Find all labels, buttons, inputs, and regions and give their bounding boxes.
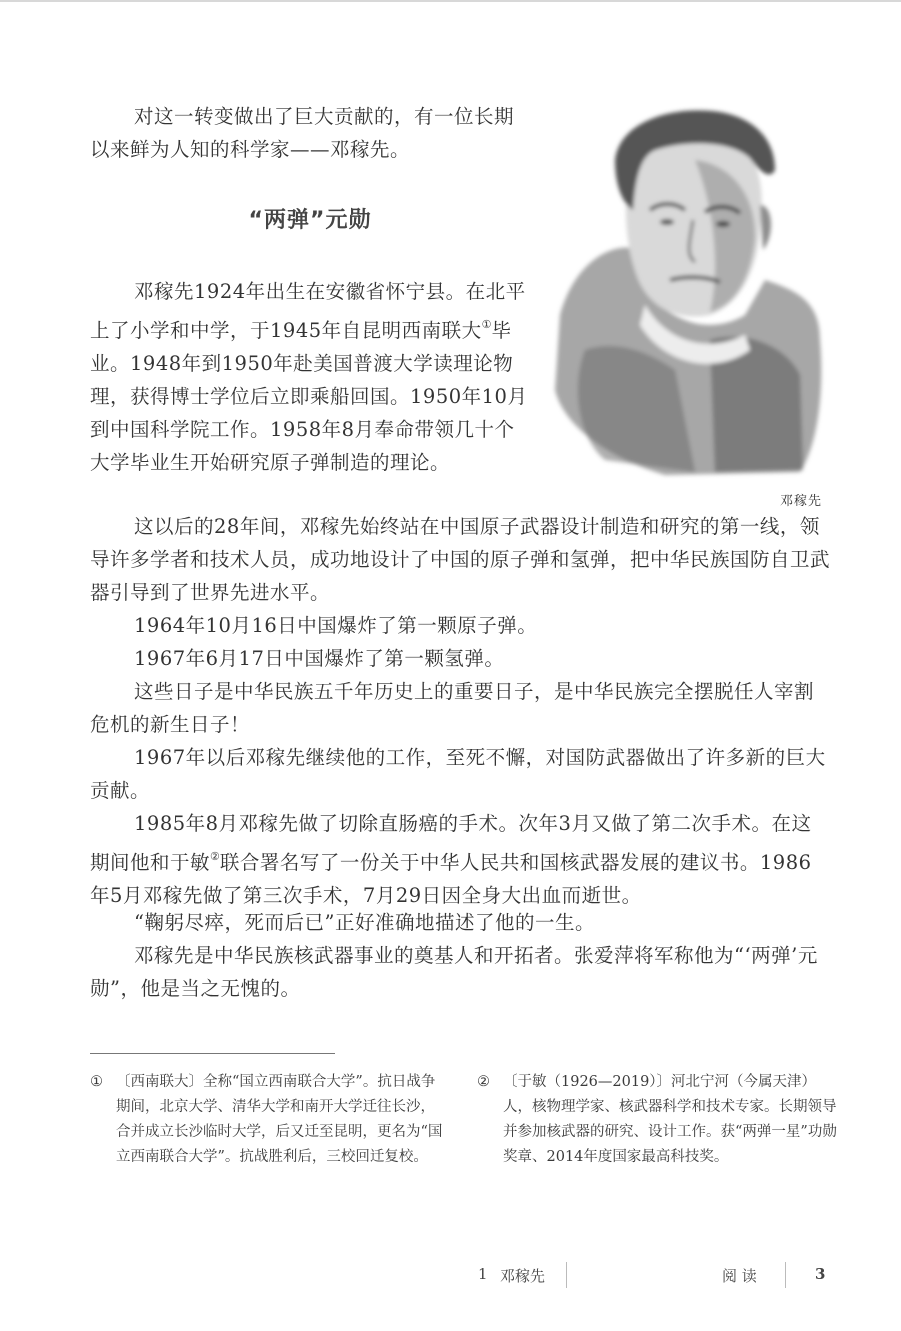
footnote-2 — [477, 1070, 837, 1170]
bio-paragraph — [90, 275, 530, 479]
intro-paragraph: 对这一转变做出了巨大贡献的，有一位长期以来鲜为人知的科学家——邓稼先。 — [90, 105, 515, 161]
section-title: “两弹”元勋 — [248, 208, 372, 233]
footnote-1-number: ① — [90, 1074, 103, 1090]
page-number: 3 — [815, 1265, 826, 1283]
footer-divider-left — [566, 1262, 567, 1288]
surgery-text-part1: 1985年8月邓稼先做了切除直肠癌的手术。次年3月又做了第二次手术。在这期间他和于敏 — [90, 812, 812, 874]
paragraph-founder: 邓稼先是中华民族核武器事业的奠基人和开拓者。张爱萍将军称他为“‘两弹’元勋”，他是当之无愧的。 — [90, 944, 818, 1000]
footnote-ref-1[interactable]: ① — [481, 318, 492, 331]
paragraph-after-1967: 1967年以后邓稼先继续他的工作，至死不懈，对国防武器做出了许多新的巨大贡献。 — [90, 746, 826, 802]
footnote-1-text: 〔西南联大〕全称“国立西南联合大学”。抗日战争期间，北京大学、清华大学和南开大学迁往长沙，合并成立长沙临时大学，后又迁至昆明，更名为“国立西南联合大学”。抗战胜利后，三校回迁复校。 — [116, 1074, 443, 1165]
portrait-caption: 邓稼先 — [780, 494, 823, 509]
paragraph-atomic-bomb-date: 1964年10月16日中国爆炸了第一颗原子弹。 — [134, 614, 538, 637]
paragraph-hydrogen-bomb-date: 1967年6月17日中国爆炸了第一颗氢弹。 — [134, 647, 505, 670]
footnote-2-text: 〔于敏（1926—2019）〕河北宁河（今属天津）人，核物理学家、核武器科学和技术专家。长期领导并参加核武器的研究、设计工作。获“两弹一星”功勋奖章、2014年度国家最高科技奖。 — [503, 1074, 837, 1165]
page-top-edge — [0, 0, 901, 2]
paragraph-surgery — [90, 807, 830, 912]
footnote-1 — [90, 1070, 445, 1170]
footnote-ref-2[interactable]: ② — [210, 850, 220, 863]
paragraph-28-years: 这以后的28年间，邓稼先始终站在中国原子武器设计制造和研究的第一线，领导许多学者和技术人员，成功地设计了中国的原子弹和氢弹，把中华民族国防自卫武器引导到了世界先进水平。 — [90, 515, 831, 604]
footer-section-label: 阅 读 — [722, 1267, 757, 1285]
bio-text-part2: 毕业。1948年到1950年赴美国普渡大学读理论物理，获得博士学位后立即乘船回国。1950年10月到中国科学院工作。1958年8月奉命带领几十个大学毕业生开始研究原子弹制造的理论。 — [90, 319, 528, 474]
footer-lesson-number: 1 — [478, 1265, 488, 1283]
paragraph-quote: “鞠躬尽瘁，死而后已”正好准确地描述了他的一生。 — [134, 911, 595, 934]
footer-divider-right — [785, 1262, 786, 1288]
footnote-2-number: ② — [477, 1074, 490, 1090]
bio-text-part1: 邓稼先1924年出生在安徽省怀宁县。在北平上了小学和中学，于1945年自昆明西南联大 — [90, 280, 526, 342]
paragraph-important-days: 这些日子是中华民族五千年历史上的重要日子，是中华民族完全摆脱任人宰割危机的新生日子！ — [90, 680, 815, 736]
portrait-sketch-image — [545, 100, 835, 480]
footer-lesson-title: 邓稼先 — [500, 1267, 546, 1285]
footnote-divider — [90, 1053, 335, 1054]
surgery-text-part2: 联合署名写了一份关于中华人民共和国核武器发展的建议书。1986年5月邓稼先做了第三次手术，7月29日因全身大出血而逝世。 — [90, 851, 812, 907]
